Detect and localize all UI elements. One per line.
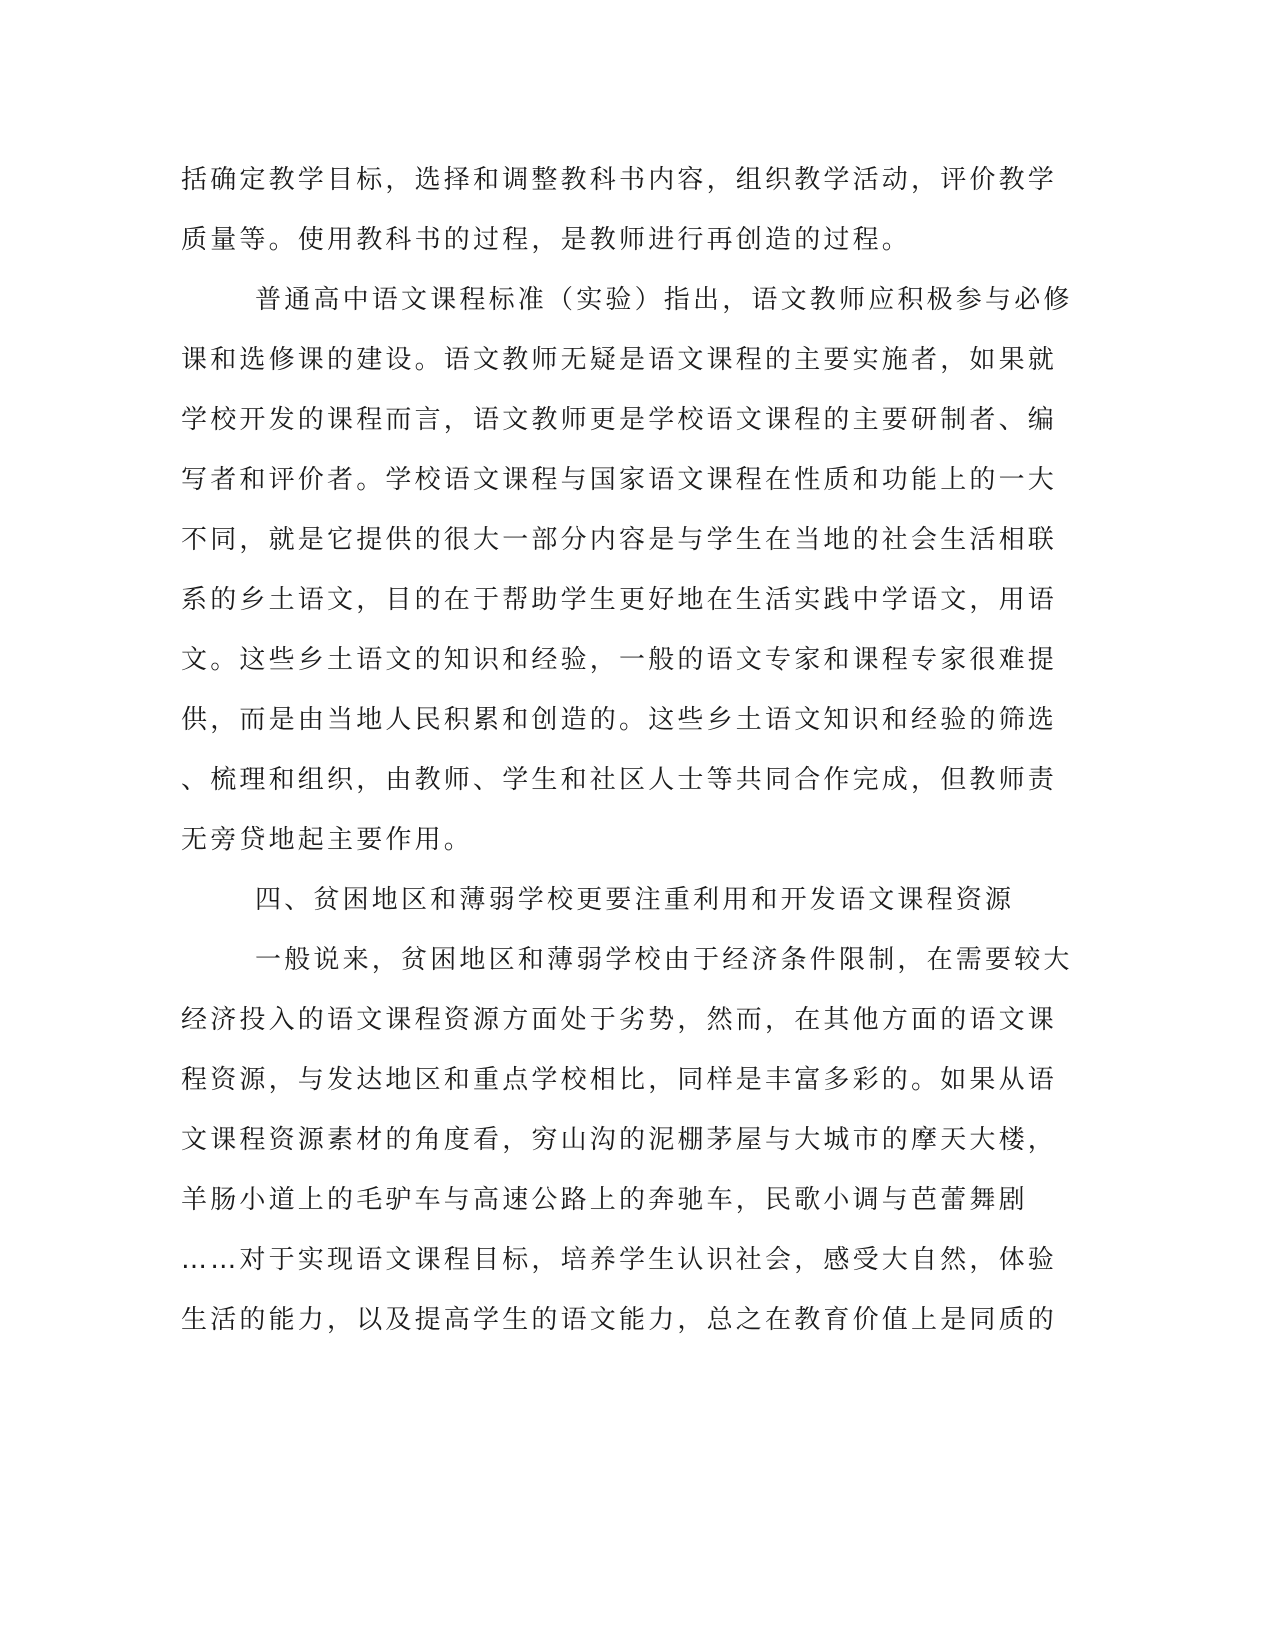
- text-line: 写者和评价者。学校语文课程与国家语文课程在性质和功能上的一大: [181, 465, 1058, 495]
- text-line: 学校开发的课程而言，语文教师更是学校语文课程的主要研制者、编: [181, 405, 1058, 435]
- section-heading: 四、贫困地区和薄弱学校更要注重利用和开发语文课程资源: [255, 885, 1015, 915]
- text-line: 供，而是由当地人民积累和创造的。这些乡土语文知识和经验的筛选: [181, 705, 1058, 735]
- text-line: 不同，就是它提供的很大一部分内容是与学生在当地的社会生活相联: [181, 525, 1058, 555]
- text-line: 系的乡土语文，目的在于帮助学生更好地在生活实践中学语文，用语: [181, 585, 1058, 615]
- text-line: 、梳理和组织，由教师、学生和社区人士等共同合作完成，但教师责: [181, 765, 1058, 795]
- body-text: [181, 150, 1073, 1350]
- text-line: 文。这些乡土语文的知识和经验，一般的语文专家和课程专家很难提: [181, 645, 1058, 675]
- paragraph-first-line: 一般说来，贫困地区和薄弱学校由于经济条件限制，在需要较大: [255, 945, 1073, 975]
- text-line: 文课程资源素材的角度看，穷山沟的泥棚茅屋与大城市的摩天大楼，: [181, 1125, 1058, 1155]
- text-line: 质量等。使用教科书的过程，是教师进行再创造的过程。: [181, 225, 912, 255]
- paragraph-first-line: 普通高中语文课程标准（实验）指出，语文教师应积极参与必修: [255, 285, 1073, 315]
- text-line: 课和选修课的建设。语文教师无疑是语文课程的主要实施者，如果就: [181, 345, 1058, 375]
- text-line: 经济投入的语文课程资源方面处于劣势，然而，在其他方面的语文课: [181, 1005, 1058, 1035]
- text-line: 生活的能力，以及提高学生的语文能力，总之在教育价值上是同质的: [181, 1305, 1058, 1335]
- text-line: 程资源，与发达地区和重点学校相比，同样是丰富多彩的。如果从语: [181, 1065, 1058, 1095]
- text-line: ……对于实现语文课程目标，培养学生认识社会，感受大自然，体验: [181, 1245, 1058, 1275]
- text-line: 无旁贷地起主要作用。: [181, 825, 474, 855]
- text-line: 括确定教学目标，选择和调整教科书内容，组织教学活动，评价教学: [181, 165, 1058, 195]
- text-line: 羊肠小道上的毛驴车与高速公路上的奔驰车，民歌小调与芭蕾舞剧: [181, 1185, 1028, 1215]
